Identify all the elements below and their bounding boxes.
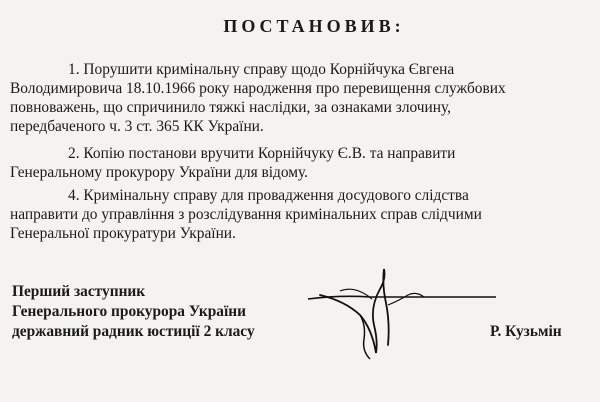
paragraph-line: направити до управління з розслідування кримінальних справ слідчими	[10, 206, 482, 223]
paragraph-line: 4. Кримінальну справу для провадження досудового слідства	[68, 187, 469, 204]
paragraph-line: Володимировича 18.10.1966 року народження про перевищення службових	[10, 80, 506, 97]
paragraph-line: Генеральної прокуратури України.	[10, 225, 236, 242]
paragraph-line: 2. Копію постанови вручити Корнійчуку Є.В. та направити	[68, 145, 456, 162]
paragraph-line: передбаченого ч. 3 ст. 365 КК України.	[10, 118, 264, 135]
document-heading: ПОСТАНОВИВ:	[223, 16, 405, 36]
signatory-title	[12, 282, 255, 342]
paragraph-line: 1. Порушити кримінальну справу щодо Корнійчука Євгена	[68, 61, 455, 78]
paragraph-3	[10, 186, 585, 243]
signatory-title-line: Генерального прокурора України	[12, 303, 247, 320]
paragraph-line: повноважень, що спричинило тяжкі наслідки, за ознаками злочину,	[10, 99, 452, 116]
handwritten-signature	[300, 255, 500, 375]
signatory-title-line: Перший заступник	[12, 283, 146, 300]
paragraph-line: Генеральному прокурору України для відому.	[10, 164, 309, 181]
paragraph-1	[10, 60, 585, 136]
paragraph-2	[10, 144, 585, 182]
signatory-name: Р. Кузьмін	[490, 323, 562, 340]
signatory-title-line: державний радник юстиції 2 класу	[12, 323, 255, 340]
